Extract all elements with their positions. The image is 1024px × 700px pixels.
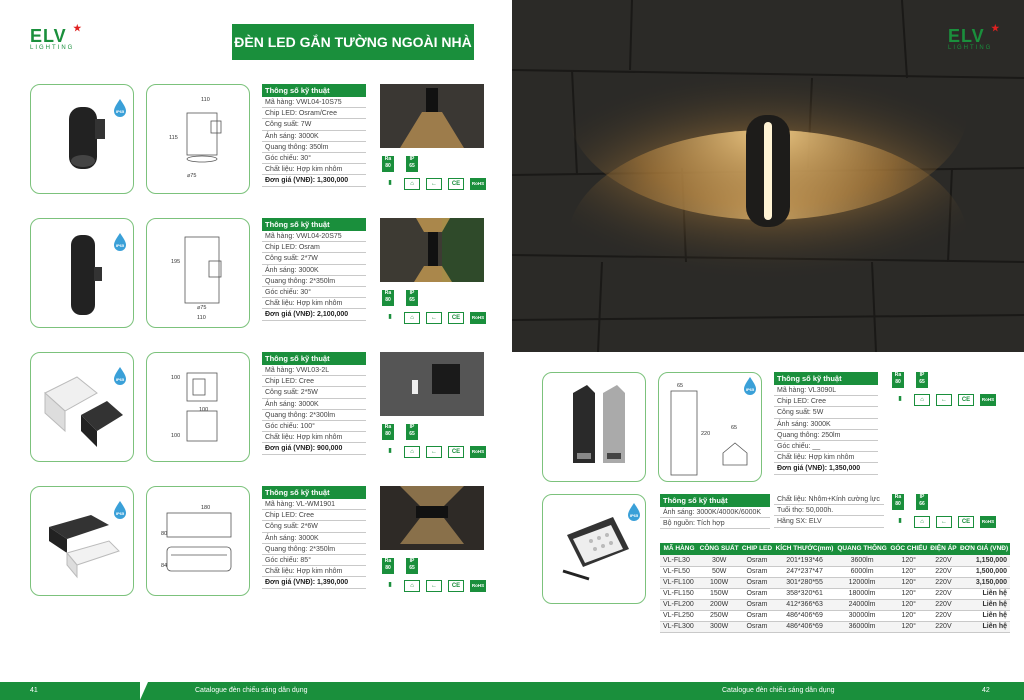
column-header: GÓC CHIẾU [889,543,929,555]
spec-header: Thông số kỹ thuật [262,486,366,499]
spec-row: Góc chiếu: __ [774,441,878,452]
spec-row: Chip LED: Osram [262,242,366,253]
spec-row: Góc chiếu: 30° [262,153,366,164]
led-icon: ▮ [898,396,902,402]
ip65-drop-icon [743,377,757,395]
spec-row: Quang thông: 2*300lm [262,410,366,421]
spec-header: Thông số kỹ thuật [262,84,366,97]
installation-photo [380,84,484,148]
dimension-label: 100 [171,433,181,439]
page-number: 41 [30,687,38,694]
footer-right [512,682,1024,700]
spec-row: Ánh sáng: 3000K [262,399,366,410]
ip-badge: IP 65 [406,558,418,574]
right-page [512,0,1024,700]
ra-badge: Ra 80 [892,494,904,510]
ip-badge: IP 65 [406,424,418,440]
table-cell: 100W [698,577,740,588]
table-cell: VL-FL50 [660,566,698,577]
price: 1,350,000 [829,465,861,473]
spec-row: Chip LED: Osram/Cree [262,108,366,119]
table-cell: 120° [889,555,929,566]
ra-badge: Ra 80 [892,372,904,388]
table-cell: 50W [698,566,740,577]
spec-header: Thông số kỹ thuật [262,218,366,231]
led-icon: ▮ [898,518,902,524]
rohs-icon: RoHS [980,394,996,406]
table-cell: VL-FL100 [660,577,698,588]
table-row [660,599,1010,610]
direction-icon: ← [936,394,952,406]
rohs-icon: RoHS [470,580,486,592]
spec-table [262,352,366,455]
table-cell: Osram [740,588,773,599]
direction-icon: ← [426,178,442,190]
table-cell: 201*193*46 [774,555,836,566]
spec-row: Mã hàng: VL-WM1901 [262,499,366,510]
spec-table [262,84,366,187]
product-image [30,486,134,596]
table-cell: 247*237*47 [774,566,836,577]
rohs-icon: RoHS [980,516,996,528]
led-icon: ▮ [388,582,392,588]
column-header: CÔNG SUẤT [698,543,740,555]
ip-badge: IP 65 [916,372,928,388]
dimension-label: ⌀75 [197,305,207,311]
table-cell: 220V [929,555,958,566]
installation-icon: ⌂ [404,312,420,324]
spec-row: Ánh sáng: 3000K [774,419,878,430]
dimension-label: ⌀75 [187,173,197,179]
ip-badge: IP 65 [406,290,418,306]
ip65-drop-icon [627,503,641,521]
rohs-icon: RoHS [470,446,486,458]
footer-caption: Catalogue đèn chiếu sáng dân dụng [722,687,835,694]
table-cell: Liên hệ [958,610,1010,621]
direction-icon: ← [426,312,442,324]
table-cell: 220V [929,599,958,610]
spec-row: Công suất: 2*6W [262,521,366,532]
ce-mark-icon: CE [448,312,464,324]
ra-badge: Ra 80 [382,290,394,306]
installation-icon: ⌂ [404,580,420,592]
column-header: CHIP LED [740,543,773,555]
table-cell: Osram [740,599,773,610]
ip65-drop-icon [113,233,127,251]
column-header: ĐIỆN ÁP [929,543,958,555]
spec-row: Góc chiếu: 85° [262,555,366,566]
rohs-icon: RoHS [470,312,486,324]
column-header: MÃ HÀNG [660,543,698,555]
technical-drawing [658,372,762,482]
ce-mark-icon: CE [958,516,974,528]
price-row: Đơn giá (VNĐ): 1,300,000 [262,175,366,186]
table-cell: VL-FL300 [660,621,698,632]
spec-row: Ánh sáng: 3000K [262,533,366,544]
svg-text:IP65: IP65 [115,511,125,516]
table-cell: Liên hệ [958,588,1010,599]
table-cell: 120° [889,621,929,632]
technical-drawing [146,218,250,328]
installation-icon: ⌂ [404,446,420,458]
table-cell: 120° [889,610,929,621]
floodlight-image [542,494,646,604]
spec-row: Công suất: 7W [262,119,366,130]
table-cell: 6000lm [835,566,888,577]
spec-row: Công suất: 5W [774,407,878,418]
page-number: 42 [982,687,990,694]
table-row [660,566,1010,577]
table-row [660,588,1010,599]
ip65-drop-icon [113,99,127,117]
spec-row: Chip LED: Cree [262,510,366,521]
spec-table [262,486,366,589]
flood-spec-right [774,494,884,528]
dimension-label: 84 [161,563,168,569]
floodlight-price-table [660,543,1010,633]
table-cell: 30000lm [835,610,888,621]
table-cell: 120° [889,588,929,599]
spec-row: Mã hàng: VWL03-2L [262,365,366,376]
table-cell: 200W [698,599,740,610]
table-cell: VL-FL200 [660,599,698,610]
table-cell: 18000lm [835,588,888,599]
installation-icon: ⌂ [914,516,930,528]
elv-logo-right: ELV ★ LIGHTING [948,23,1001,51]
spec-row: Góc chiếu: 30° [262,287,366,298]
table-cell: 3,150,000 [958,577,1010,588]
ra-badge: Ra 80 [382,424,394,440]
svg-text:IP65: IP65 [115,243,125,248]
table-cell: 486*406*69 [774,621,836,632]
dimension-label: 180 [201,505,211,511]
table-cell: 486*406*69 [774,610,836,621]
spec-table [774,372,878,475]
spec-row: Chất liệu: Hợp kim nhôm [262,432,366,443]
spec-row: Mã hàng: VWL04-20S75 [262,231,366,242]
dimension-label: 100 [171,375,181,381]
product-image [542,372,646,482]
ip65-drop-icon [113,367,127,385]
ra-badge: Ra 80 [382,156,394,172]
ra-badge: Ra 80 [382,558,394,574]
table-cell: 220V [929,588,958,599]
direction-icon: ← [426,446,442,458]
table-cell: 220V [929,621,958,632]
column-header: ĐƠN GIÁ (VNĐ) [958,543,1010,555]
spec-header: Thông số kỹ thuật [262,352,366,365]
dimension-label: 220 [701,431,711,437]
installation-icon: ⌂ [404,178,420,190]
price: 900,000 [317,445,343,453]
spec-row: Quang thông: 350lm [262,142,366,153]
spec-header: Thông số kỹ thuật [774,372,878,385]
price-row: Đơn giá (VNĐ): 2,100,000 [262,309,366,320]
table-cell: 220V [929,577,958,588]
table-cell: 300W [698,621,740,632]
technical-drawing [146,84,250,194]
table-cell: 24000lm [835,599,888,610]
dimension-label: 65 [731,425,738,431]
spec-row: Chất liệu: Hợp kim nhôm [262,298,366,309]
led-icon: ▮ [388,314,392,320]
table-cell: 412*366*63 [774,599,836,610]
spec-row: Quang thông: 2*350lm [262,544,366,555]
table-row [660,610,1010,621]
table-cell: 1,150,000 [958,555,1010,566]
footer-caption: Catalogue đèn chiếu sáng dân dụng [195,687,308,694]
table-cell: Osram [740,610,773,621]
table-cell: Liên hệ [958,621,1010,632]
ce-mark-icon: CE [448,446,464,458]
elv-logo: ELV ★ LIGHTING [30,23,83,51]
spec-row: Chất liệu: Hợp kim nhôm [262,164,366,175]
spec-row: Chip LED: Cree [774,396,878,407]
product-image [30,352,134,462]
star-icon: ★ [73,23,83,33]
spec-row: Quang thông: 2*350lm [262,276,366,287]
svg-text:IP65: IP65 [629,513,639,518]
spec-row: Ánh sáng: 3000K [262,131,366,142]
spec-row: Chất liệu: Hợp kim nhôm [774,452,878,463]
technical-drawing [146,486,250,596]
ip-badge: IP 65 [406,156,418,172]
table-cell: Osram [740,621,773,632]
table-cell: 3600lm [835,555,888,566]
hero-photo [512,0,1024,352]
spec-row: Chất liệu: Nhôm+Kính cường lực [774,494,884,505]
spec-row: Mã hàng: VWL04-10S75 [262,97,366,108]
technical-drawing [146,352,250,462]
spec-row: Bộ nguồn: Tích hợp [660,518,770,529]
table-row [660,621,1010,632]
table-cell: 36000lm [835,621,888,632]
spec-row: Công suất: 2*5W [262,387,366,398]
table-cell: 30W [698,555,740,566]
spec-row: Ánh sáng: 3000K [262,265,366,276]
dimension-label: 80 [161,531,168,537]
table-cell: 12000lm [835,577,888,588]
column-header: QUANG THÔNG [835,543,888,555]
direction-icon: ← [426,580,442,592]
dimension-label: 115 [169,135,178,141]
spec-row: Mã hàng: VL3090L [774,385,878,396]
spec-row: Góc chiếu: 100° [262,421,366,432]
star-icon: ★ [991,23,1001,33]
table-cell: 120° [889,599,929,610]
installation-photo [380,218,484,282]
table-cell: 220V [929,610,958,621]
rohs-icon: RoHS [470,178,486,190]
ip65-drop-icon [113,501,127,519]
price-row: Đơn giá (VNĐ): 1,390,000 [262,577,366,588]
table-cell: Osram [740,566,773,577]
spec-row: Chất liệu: Hợp kim nhôm [262,566,366,577]
dimension-label: 195 [171,259,181,265]
dimension-label: 100 [199,407,209,413]
svg-text:IP65: IP65 [115,377,125,382]
spec-table [262,218,366,321]
svg-text:IP65: IP65 [115,109,125,114]
table-cell: Osram [740,577,773,588]
direction-icon: ← [936,516,952,528]
table-cell: 1,500,000 [958,566,1010,577]
table-header-row [660,543,1010,555]
spec-row: Ánh sáng: 3000K/4000K/6000K [660,507,770,518]
spec-row: Công suất: 2*7W [262,253,366,264]
table-cell: 301*280*55 [774,577,836,588]
installation-icon: ⌂ [914,394,930,406]
table-cell: VL-FL150 [660,588,698,599]
table-row [660,577,1010,588]
price: 1,390,000 [317,579,349,587]
table-cell: 358*320*61 [774,588,836,599]
dimension-label: 65 [677,383,684,389]
table-cell: VL-FL250 [660,610,698,621]
table-cell: VL-FL30 [660,555,698,566]
spec-header: Thông số kỹ thuật [660,494,770,507]
price: 1,300,000 [317,177,349,185]
page-title: ĐÈN LED GẮN TƯỜNG NGOÀI NHÀ [232,24,474,60]
spec-row: Tuổi thọ: 50,000h. [774,505,884,516]
spec-row: Hãng SX: ELV [774,516,884,527]
table-cell: 220V [929,566,958,577]
table-cell: 120° [889,566,929,577]
product-image [30,218,134,328]
table-cell: 150W [698,588,740,599]
table-cell: 120° [889,577,929,588]
ce-mark-icon: CE [448,178,464,190]
ip-badge: IP 66 [916,494,928,510]
spec-row: Quang thông: 250lm [774,430,878,441]
table-cell: Liên hệ [958,599,1010,610]
installation-photo [380,486,484,550]
dimension-label: 110 [201,97,210,103]
table-cell: Osram [740,555,773,566]
led-icon: ▮ [388,180,392,186]
footer-left [0,682,512,700]
spec-row: Chip LED: Cree [262,376,366,387]
wall-light-photo [512,0,1024,352]
price-row: Đơn giá (VNĐ): 900,000 [262,443,366,454]
column-header: KÍCH THƯỚC(mm) [774,543,836,555]
installation-photo [380,352,484,416]
flood-spec-left [660,494,770,529]
table-cell: 250W [698,610,740,621]
svg-text:IP65: IP65 [745,387,755,392]
led-icon: ▮ [388,448,392,454]
ce-mark-icon: CE [448,580,464,592]
product-image [30,84,134,194]
price-row: Đơn giá (VNĐ): 1,350,000 [774,463,878,474]
dimension-label: 110 [197,315,206,321]
table-row [660,555,1010,566]
price: 2,100,000 [317,311,349,319]
ce-mark-icon: CE [958,394,974,406]
